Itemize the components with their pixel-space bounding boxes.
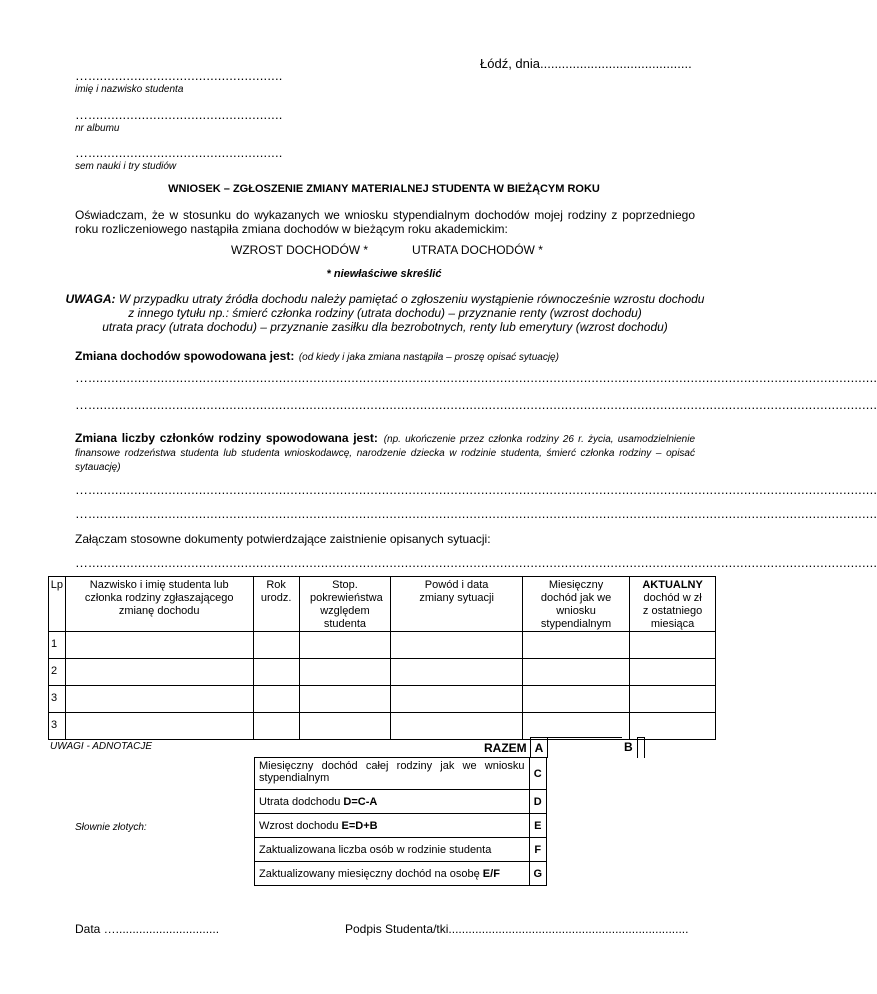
notes-area[interactable] (50, 758, 250, 798)
form-title: WNIOSEK – ZGŁOSZENIE ZMIANY MATERIALNEJ STUDENTA W BIEŻĄCYM ROKU (168, 183, 600, 195)
cell-a-value[interactable] (546, 737, 622, 758)
income-change-hint: (od kiedy i jaka zmiana nastąpiła – proszę opisać sytuację) (298, 352, 559, 363)
header-reason (391, 577, 523, 632)
row-number: 1 (49, 632, 66, 659)
members-change-hint: (np. ukończenie przez członka rodziny 26 r. życia, usamodzielnienie finansowe rodzeństwa studenta lub studenta wnioskodawcę, narodzenie dziecka w rodzinie studenta, śmierć członka rodziny – opisać sytauację) (75, 434, 696, 473)
row-number: 3 (49, 686, 66, 713)
cell-name[interactable] (65, 686, 253, 713)
income-change-label: Zmiana dochodów spowodowana jest: (75, 349, 295, 363)
header-lp: Lp (49, 577, 66, 632)
cell-reason[interactable] (391, 659, 523, 686)
header-name: Nazwisko i imię studenta lub członka rodziny zgłaszającego zmianę dochodu (65, 577, 253, 632)
header-current-bold: AKTUALNY (642, 579, 703, 591)
sem-label: sem nauki i try studiów (75, 161, 177, 172)
strike-note: * niewłaściwe skreślić (326, 268, 442, 280)
f-letter: F (529, 838, 546, 862)
row-number: 2 (49, 659, 66, 686)
cell-name[interactable] (65, 659, 253, 686)
notes-label: UWAGI - ADNOTACJE (50, 741, 153, 752)
cell-b-letter: B (624, 740, 633, 754)
members-table (48, 576, 716, 740)
cell-current[interactable] (630, 713, 716, 740)
header-current (630, 577, 716, 632)
header-relation-text: Stop. pokrewieństwa względem studenta (309, 579, 383, 630)
option-increase[interactable]: WZROST DOCHODÓW * (231, 243, 369, 257)
cell-a-letter: A (530, 737, 548, 758)
c-label: Miesięczny dochód całej rodziny jak we wniosku stypendialnym (255, 758, 530, 790)
row-number: 3 (49, 713, 66, 740)
cell-relation[interactable] (299, 686, 391, 713)
name-dots[interactable]: …................................................... (75, 68, 283, 83)
words-label: Słownie złotych: (75, 822, 147, 833)
g-label: Zaktualizowany miesięczny dochód na osobę E/F (255, 862, 530, 886)
option-loss[interactable]: UTRATA DOCHODÓW * (412, 243, 543, 257)
sem-dots[interactable]: …................................................... (75, 145, 283, 160)
attach-text: Załączam stosowne dokumenty potwierdzające zaistnienie opisanych sytuacji: (75, 532, 491, 546)
table-row (49, 686, 716, 713)
cell-relation[interactable] (299, 632, 391, 659)
cell-year[interactable] (253, 713, 299, 740)
members-line-1[interactable]: …............................................................................................................................................................................................................... (75, 482, 877, 497)
cell-reason[interactable] (391, 713, 523, 740)
table-row (49, 632, 716, 659)
razem-label: RAZEM (484, 741, 527, 755)
d-formula: D=C-A (343, 795, 378, 808)
members-change-label: Zmiana liczby członków rodziny spowodowana jest: (75, 431, 378, 445)
table-row (49, 713, 716, 740)
warning-line1: W przypadku utraty źródła dochodu należy pamiętać o zgłoszeniu wystąpienie równocześnie wzrostu dochodu (115, 292, 705, 306)
cell-name[interactable] (65, 713, 253, 740)
footer-signature[interactable]: Podpis Studenta/tki........................................................................ (345, 922, 689, 936)
header-current-rest: dochód w zł z ostatniego miesiąca (642, 592, 703, 630)
cell-monthly[interactable] (522, 686, 629, 713)
warning-block (60, 292, 710, 334)
e-letter: E (529, 814, 546, 838)
album-dots[interactable]: …................................................... (75, 107, 283, 122)
income-change (75, 347, 559, 365)
e-formula: E=D+B (341, 819, 378, 832)
f-label: Zaktualizowana liczba osób w rodzinie studenta (255, 838, 530, 862)
d-letter: D (529, 790, 546, 814)
cell-year[interactable] (253, 686, 299, 713)
header-year: Rok urodz. (253, 577, 299, 632)
warning-line3: utrata pracy (utrata dochodu) – przyznanie zasiłku dla bezrobotnych, renty lub emerytury (wzrost dochodu) (102, 320, 668, 334)
header-reason-text: Powód i data zmiany sytuacji (419, 579, 494, 604)
warning-line2: z innego tytułu np.: śmierć członka rodziny (utrata dochodu) – przyznanie renty (wzrost dochodu) (128, 306, 642, 320)
cell-monthly[interactable] (522, 632, 629, 659)
cell-reason[interactable] (391, 632, 523, 659)
warning-label: UWAGA: (65, 292, 116, 306)
cell-name[interactable] (65, 632, 253, 659)
cell-current[interactable] (630, 686, 716, 713)
g-formula: E/F (482, 867, 500, 880)
cell-year[interactable] (253, 659, 299, 686)
members-change (75, 432, 695, 474)
header-monthly-text: Miesięczny dochód jak we wniosku stypendialnym (540, 579, 612, 630)
c-letter: C (529, 758, 546, 790)
cell-monthly[interactable] (522, 713, 629, 740)
cell-current[interactable] (630, 659, 716, 686)
income-line-1[interactable]: …............................................................................................................................................................................................................... (75, 370, 877, 385)
header-monthly (522, 577, 629, 632)
cell-current[interactable] (630, 632, 716, 659)
cell-monthly[interactable] (522, 659, 629, 686)
income-line-2[interactable]: …............................................................................................................................................................................................................... (75, 397, 877, 412)
summary-table (254, 757, 547, 886)
name-label: imię i nazwisko studenta (75, 84, 184, 95)
cell-reason[interactable] (391, 686, 523, 713)
place-date: Łódź, dnia.......................................... (480, 56, 692, 71)
members-line-2[interactable]: …............................................................................................................................................................................................................... (75, 506, 877, 521)
album-label: nr albumu (75, 123, 120, 134)
intro-text: Oświadczam, że w stosunku do wykazanych we wniosku stypendialnym dochodów mojej rodziny z poprzedniego roku rozliczeniowego nastąpiła zmiana dochodów w bieżącym roku akademickim: (75, 208, 695, 236)
table-row (49, 659, 716, 686)
d-label: Utrata dodchodu D=C-A (255, 790, 530, 814)
e-label: Wzrost dochodu E=D+B (255, 814, 530, 838)
g-letter: G (529, 862, 546, 886)
attach-line[interactable]: …............................................................................................................................................................................................................... (75, 555, 877, 570)
cell-b-value[interactable] (637, 737, 645, 758)
cell-relation[interactable] (299, 659, 391, 686)
footer-date[interactable]: Data …............................... (75, 922, 220, 936)
cell-year[interactable] (253, 632, 299, 659)
cell-relation[interactable] (299, 713, 391, 740)
header-relation (299, 577, 391, 632)
